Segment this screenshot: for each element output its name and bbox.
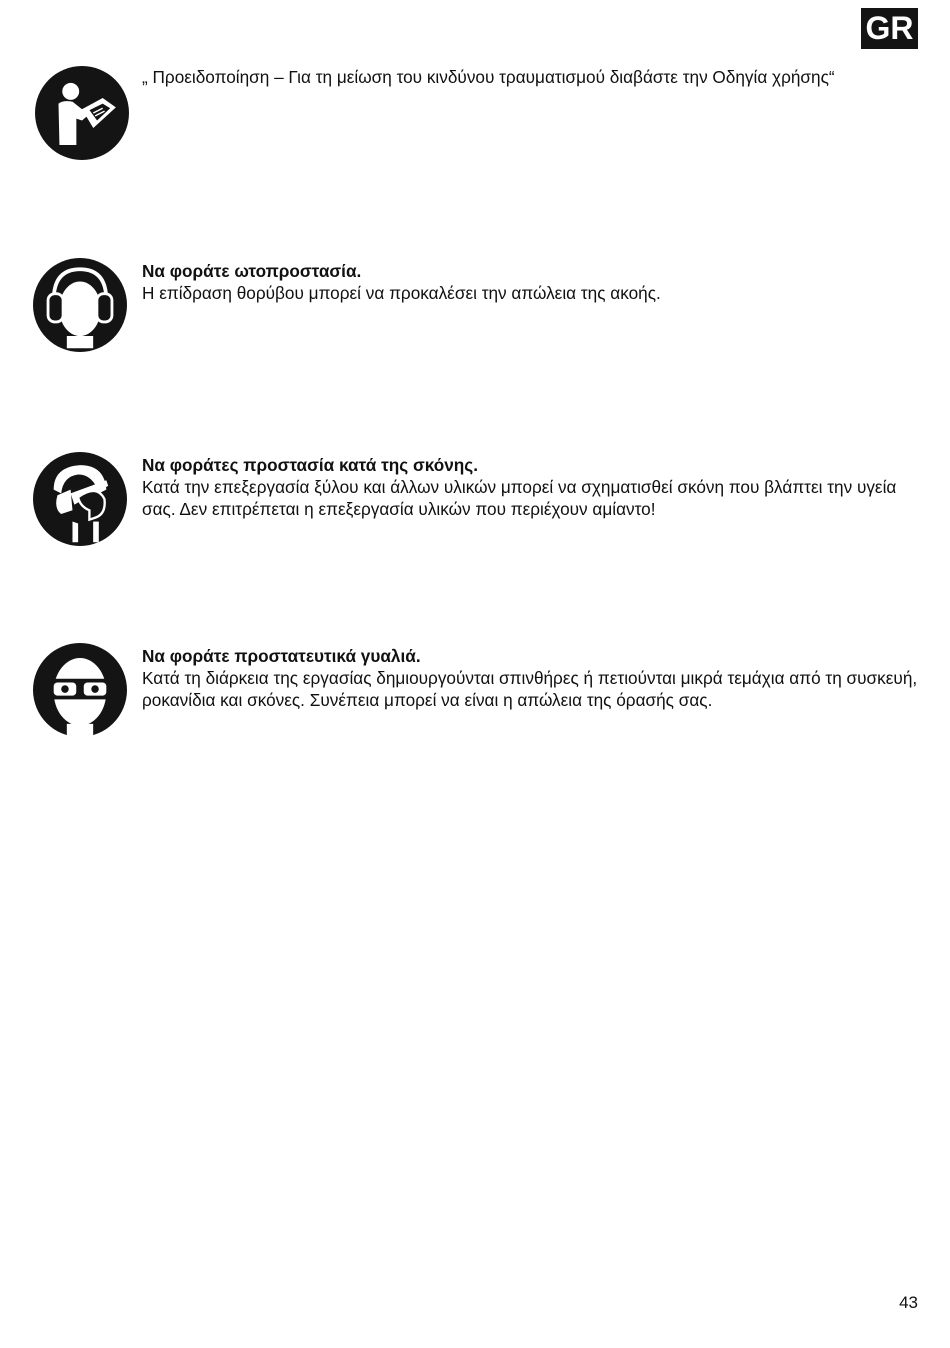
dust-mask-icon <box>33 452 127 546</box>
page-number: 43 <box>899 1293 918 1312</box>
notice-body: Κατά την επεξεργασία ξύλου και άλλων υλικών μπορεί να σχηματισθεί σκόνη που βλάπτει την υγεία σας. Δεν επιτρέπεται η επεξεργασία υλικών που περιέχουν αμίαντο! <box>142 477 897 519</box>
ear-protection-icon <box>33 258 127 352</box>
safety-goggles-icon <box>33 643 127 737</box>
language-badge: GR <box>861 8 918 49</box>
notice-title: Να φοράτε προστατευτικά γυαλιά. <box>142 646 421 666</box>
notice-title: Να φοράτες προστασία κατά της σκόνης. <box>142 455 479 475</box>
read-manual-icon <box>35 66 127 158</box>
notice-body: Η επίδραση θορύβου μπορεί να προκαλέσει την απώλεια της ακοής. <box>142 283 661 303</box>
notice-body: Κατά τη διάρκεια της εργασίας δημιουργούνται σπινθήρες ή πετιούνται μικρά τεμάχια από τη συσκευή, ροκανίδια και σκόνες. Συνέπεια μπορεί να είναι η απώλεια της όρασής σας. <box>142 668 918 710</box>
notice-title: Να φοράτε ωτοπροστασία. <box>142 261 362 281</box>
notice-body: „ Προειδοποίηση – Για τη μείωση του κινδύνου τραυματισμού διαβάστε την Οδηγία χρήσης“ <box>142 67 835 87</box>
